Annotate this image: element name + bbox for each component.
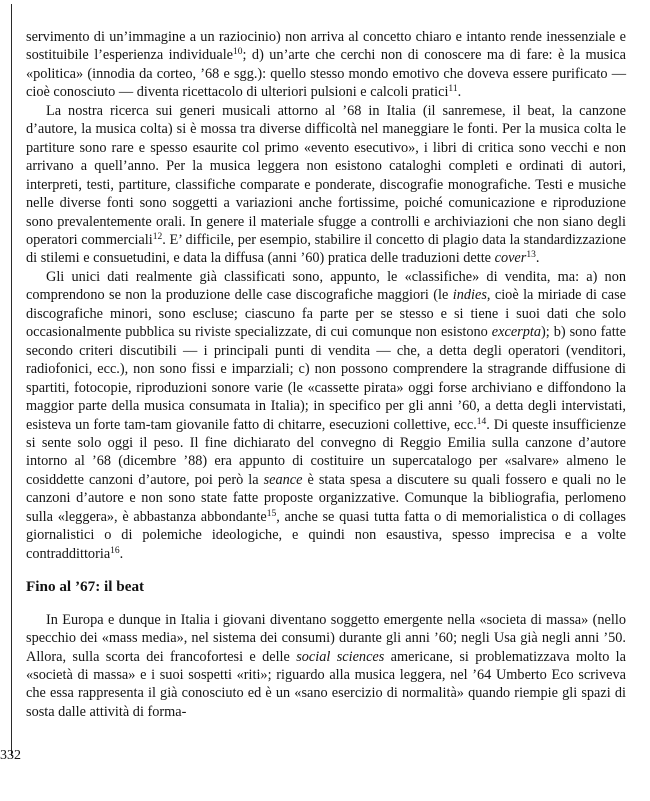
italic-term-indies: indies xyxy=(452,287,487,304)
text-run: servimento di un’immagine a un raziocinio) non arriva al concetto chiaro e intanto rende inessenziale e sostituibile l’esperienza individuale xyxy=(26,29,626,64)
footnote-ref-12[interactable]: 12 xyxy=(152,231,163,242)
text-run: . xyxy=(535,250,540,267)
paragraph-1 xyxy=(26,28,626,102)
text-run: . xyxy=(457,84,462,101)
text-run: Gli unici dati realmente già classificati sono, appunto, le «classifiche» di vendita, ma: a) non comprendono se non la produzione delle case discografiche maggiori (le xyxy=(26,268,626,304)
page-number: 332 xyxy=(0,748,21,763)
italic-term-social-sciences: social sciences xyxy=(296,648,385,665)
text-run: è stata spesa a discutere su quali fossero e quali no le canzoni d’autore e non sono state fatte proposte organizzative. Comunque la bibliografia, perlomeno sulla «leggera», è abbastanza abbondante xyxy=(26,471,626,525)
section-heading: Fino al ’67: il beat xyxy=(26,578,145,596)
footnote-ref-13[interactable]: 13 xyxy=(526,250,536,261)
footnote-ref-14[interactable]: 14 xyxy=(476,416,487,427)
margin-rule xyxy=(11,4,12,756)
footnote-ref-16[interactable]: 16 xyxy=(110,545,120,556)
text-run: ); b) sono fatte secondo criteri discutibili — i principali punti di vendita — che, a detta degli operatori (venditori, radiofonici, ecc.), non sono fissi e imparziali; c) non possono comprendere la stragrande diffusione di spartiti, fotocopie, riproduzioni sonore varie (le «cassette pirata» oggi forse archiviano e diffondono la maggior parte della musica consumata in Italia); in specifico per gli anni ’60, a detta degli intervistati, esisteva un forte tam-tam giovanile fatto di chitarre, esecuzioni collettive, ecc. xyxy=(26,324,626,433)
italic-term-cover: cover xyxy=(494,250,527,267)
footnote-ref-10[interactable]: 10 xyxy=(233,47,243,58)
text-column xyxy=(26,28,626,721)
footnote-ref-11[interactable]: 11 xyxy=(448,84,458,95)
text-run: americane, si problematizzava molto la «società di massa» e i suoi sospetti «riti»; riguardo alla musica leggera, nel ’64 Umberto Eco scriveva che essa rappresenta il già conosciuto ed è un «sano esercizio di normalità» quando riempie gli spazi di sosta dalle attività di forma- xyxy=(26,648,627,720)
text-run: . Di queste insufficienze si sente solo oggi il peso. Il fine dichiarato del convegno di Reggio Emilia sulla canzone d’autore intorno al ’68 (dicembre ’88) era appunto di costituire un supercatalogo per «salvare» almeno le cosiddette canzoni d’autore, poi però la xyxy=(26,416,626,488)
text-run: La nostra ricerca sui generi musicali attorno al ’68 in Italia (il sanremese, il beat, la canzone d’autore, la musica colta) si è mossa tra diverse difficoltà nel maneggiare le fonti. Per la musica colta le partiture sono rare e spesso esaurite col primo «evento esecutivo», i libri di critica sono vecchi e non arrivano a quell’anno. Per la musica leggera non esistono cataloghi completi e ordinati di autori, interpreti, testi, partiture, classifiche comparate e ponderate, discografie monografiche. Testi e musiche nelle diverse fonti sono soggetti a variazioni anche fortissime, poiché comunicazione e riproduzione sono prevalentemente orali. In genere il materiale sfugge a controlli e archiviazioni che non siano degli operatori commerciali xyxy=(26,102,626,248)
paragraph-2 xyxy=(26,102,626,268)
text-run: In Europa e dunque in Italia i giovani diventano soggetto emergente nella «societa di massa» (nello specchio dei «mass media», nel sistema dei consumi) durante gli anni ’60; negli Usa già negli anni ’50. Allora, sulla scorta dei francofortesi e delle xyxy=(26,611,626,665)
text-run: , anche se quasi tutta fatta o di memorialistica o di collages giornalistici o di polemiche ideologiche, e quindi non esaustiva, spesso imprecisa e a volte contraddittoria xyxy=(26,508,626,562)
paragraph-3 xyxy=(26,268,626,563)
text-run: , cioè la miriade di case discografiche minori, sono escluse; ciascuno fa parte per se stesso e si tiene i suoi dati che solo occasionalmente pubblica su riviste specializzate, di cui comunque non esistono xyxy=(26,287,626,341)
text-run: . xyxy=(119,545,124,562)
italic-term-seance: seance xyxy=(263,471,303,488)
text-run: . E’ difficile, per esempio, stabilire il concetto di plagio data la standardizzazione di stilemi e consuetudini, e data la diffusa (anni ’60) pratica delle traduzioni dette xyxy=(26,231,626,267)
footnote-ref-15[interactable]: 15 xyxy=(266,508,277,519)
paragraph-4 xyxy=(26,611,626,722)
italic-term-excerpta: excerpta xyxy=(491,324,541,341)
text-run: ; d) un’arte che cerchi non di conoscere ma di fare: è la musica «politica» (innodia da corteo, ’68 e sgg.): quello stesso mondo emotivo che doveva essere purificato — cioè conosciuto — diventa ricettacolo di ulteriori pulsioni e calcoli pratici xyxy=(26,47,626,101)
